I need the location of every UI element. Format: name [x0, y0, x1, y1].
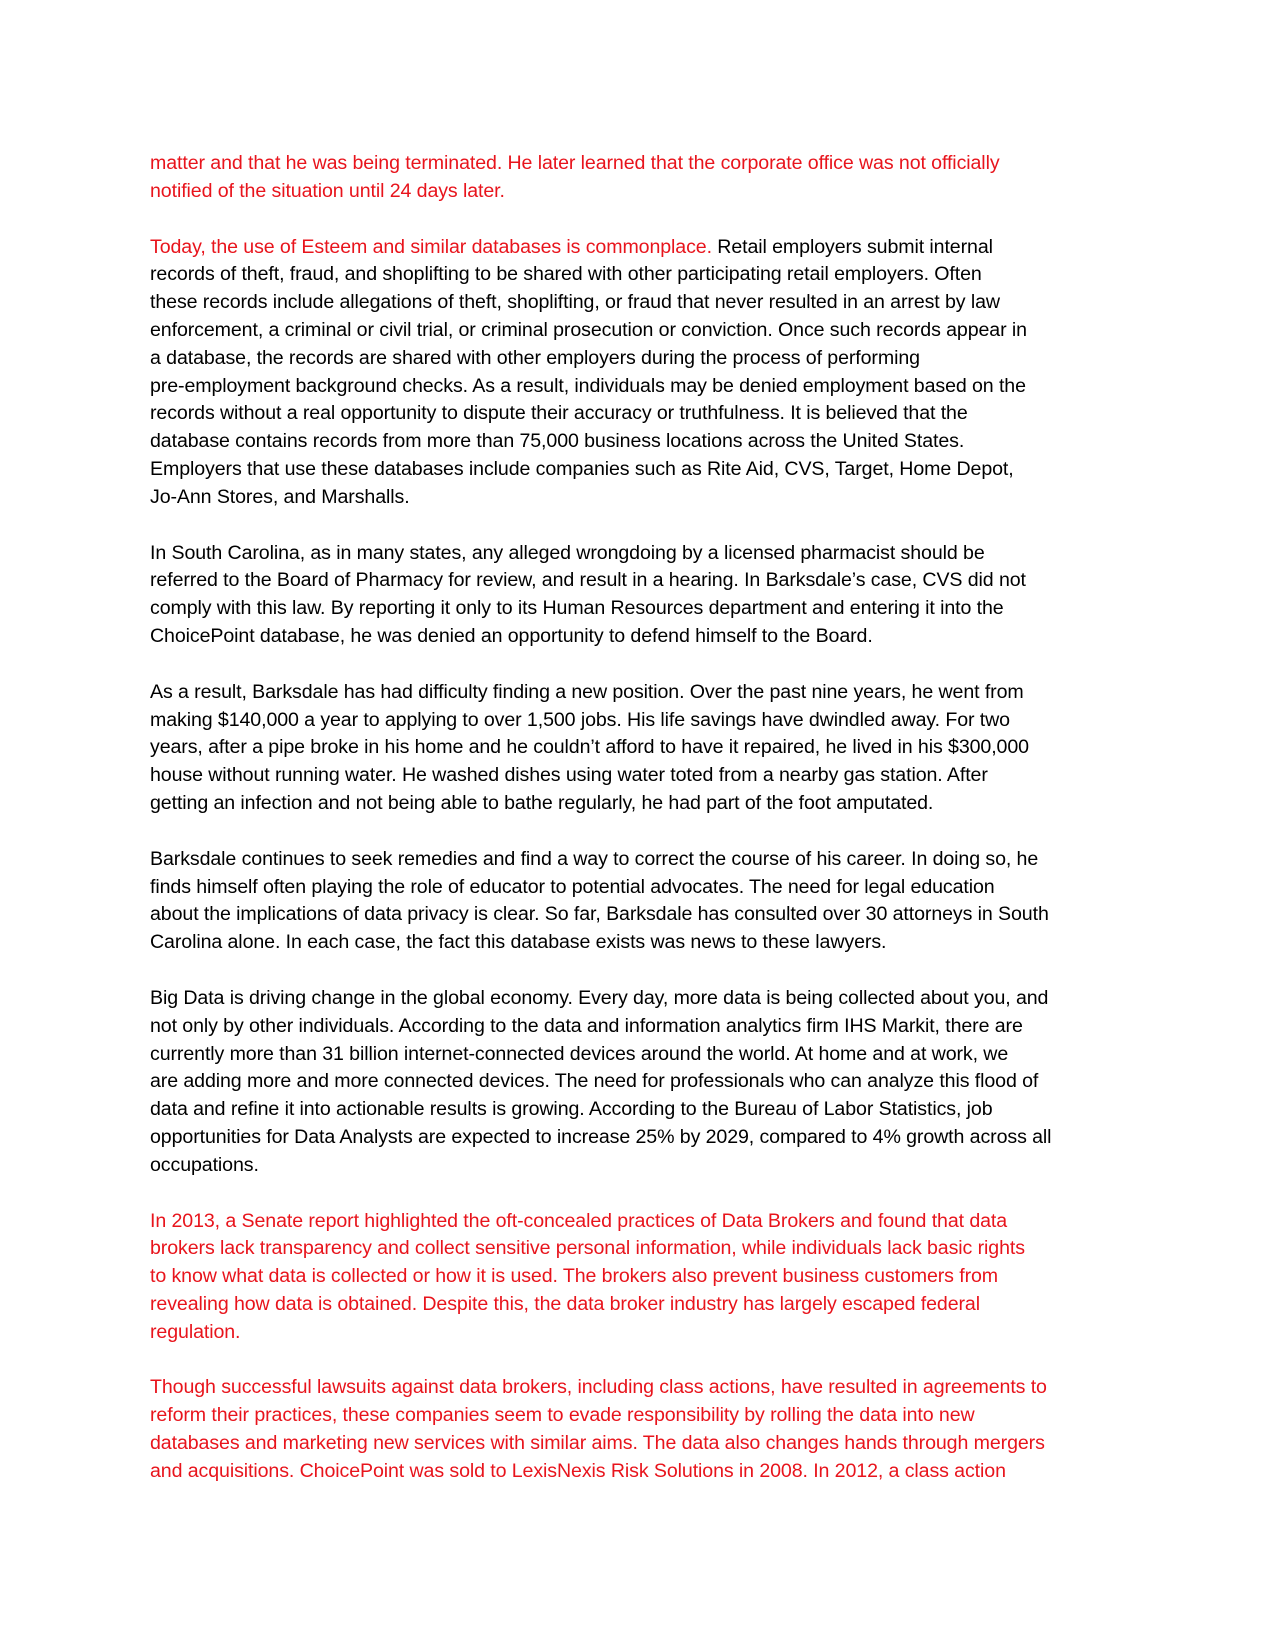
- body-text: Retail employers submit internal: [711, 235, 993, 258]
- text-line: [150, 1402, 1135, 1430]
- body-text: not only by other individuals. According to the data and information analytics firm IHS Markit, there are: [150, 1014, 1023, 1037]
- text-line: [150, 1013, 1135, 1041]
- body-text: As a result, Barksdale has had difficulty finding a new position. Over the past nine years, he went from: [150, 680, 1024, 703]
- paragraph-south-carolina: [150, 540, 1135, 651]
- text-line: [150, 1235, 1135, 1263]
- text-line: [150, 901, 1135, 929]
- body-text: Carolina alone. In each case, the fact this database exists was news to these lawyers.: [150, 931, 887, 954]
- text-line: [150, 150, 1135, 178]
- highlighted-text: Though successful lawsuits against data brokers, including class actions, have resulted in agreements to: [150, 1376, 1047, 1399]
- text-line: [150, 985, 1135, 1013]
- document-page: [150, 150, 1135, 1514]
- text-line: [150, 1124, 1135, 1152]
- text-line: [150, 1041, 1135, 1069]
- text-line: [150, 623, 1135, 651]
- text-line: [150, 1152, 1135, 1180]
- text-line: [150, 1263, 1135, 1291]
- text-line: [150, 1096, 1135, 1124]
- paragraph-remedies: [150, 846, 1135, 957]
- text-line: [150, 1430, 1135, 1458]
- body-text: database contains records from more than 75,000 business locations across the United States.: [150, 430, 965, 453]
- text-line: [150, 1208, 1135, 1236]
- body-text: ChoicePoint database, he was denied an opportunity to defend himself to the Board.: [150, 624, 873, 647]
- text-line: [150, 734, 1135, 762]
- paragraph-hardship: [150, 679, 1135, 818]
- text-line: [150, 1374, 1135, 1402]
- highlighted-text: notified of the situation until 24 days later.: [150, 179, 505, 202]
- body-text: are adding more and more connected devices. The need for professionals who can analyze this flood of: [150, 1070, 1039, 1093]
- body-text: Jo-Ann Stores, and Marshalls.: [150, 485, 410, 508]
- paragraph-esteem-databases: [150, 234, 1135, 512]
- text-line: [150, 456, 1135, 484]
- text-line: [150, 595, 1135, 623]
- text-line: [150, 289, 1135, 317]
- text-line: [150, 567, 1135, 595]
- body-text: house without running water. He washed dishes using water toted from a nearby gas station. After: [150, 764, 988, 787]
- text-line: [150, 874, 1135, 902]
- highlighted-text: brokers lack transparency and collect sensitive personal information, while individuals lack basic rights: [150, 1237, 1025, 1260]
- paragraph-big-data: [150, 985, 1135, 1180]
- body-text: these records include allegations of theft, shoplifting, or fraud that never resulted in an arrest by law: [150, 291, 1000, 314]
- body-text: currently more than 31 billion internet-connected devices around the world. At home and at work, we: [150, 1042, 1009, 1065]
- highlighted-text: reform their practices, these companies seem to evade responsibility by rolling the data into new: [150, 1404, 975, 1427]
- highlighted-text: In 2013, a Senate report highlighted the oft-concealed practices of Data Brokers and found that data: [150, 1209, 1008, 1232]
- body-text: records without a real opportunity to dispute their accuracy or truthfulness. It is believed that the: [150, 402, 968, 425]
- text-line: [150, 762, 1135, 790]
- paragraph-senate-report: [150, 1208, 1135, 1347]
- highlighted-text: regulation.: [150, 1320, 241, 1343]
- text-line: [150, 400, 1135, 428]
- text-line: [150, 261, 1135, 289]
- body-text: opportunities for Data Analysts are expected to increase 25% by 2029, compared to 4% growth across all: [150, 1125, 1052, 1148]
- text-line: [150, 1319, 1135, 1347]
- text-line: [150, 929, 1135, 957]
- highlighted-text: and acquisitions. ChoicePoint was sold to LexisNexis Risk Solutions in 2008. In 2012, a class action: [150, 1459, 1006, 1482]
- text-line: [150, 345, 1135, 373]
- paragraph-termination: [150, 150, 1135, 206]
- body-text: referred to the Board of Pharmacy for review, and result in a hearing. In Barksdale’s case, CVS did not: [150, 569, 1026, 592]
- body-text: about the implications of data privacy is clear. So far, Barksdale has consulted over 30 attorneys in South: [150, 903, 1049, 926]
- text-line: [150, 1291, 1135, 1319]
- highlighted-text: matter and that he was being terminated. He later learned that the corporate office was not officially: [150, 152, 1000, 174]
- body-text: Big Data is driving change in the global economy. Every day, more data is being collected about you, and: [150, 986, 1049, 1009]
- highlighted-text: databases and marketing new services with similar aims. The data also changes hands through mergers: [150, 1432, 1045, 1455]
- text-line: [150, 707, 1135, 735]
- body-text: Barksdale continues to seek remedies and find a way to correct the course of his career. In doing so, he: [150, 847, 1039, 870]
- body-text: pre-employment background checks. As a result, individuals may be denied employment based on the: [150, 374, 1026, 397]
- body-text: comply with this law. By reporting it only to its Human Resources department and entering it into the: [150, 597, 1004, 620]
- highlighted-text: to know what data is collected or how it is used. The brokers also prevent business customers from: [150, 1265, 999, 1288]
- body-text: In South Carolina, as in many states, any alleged wrongdoing by a licensed pharmacist should be: [150, 541, 985, 564]
- body-text: years, after a pipe broke in his home and he couldn’t afford to have it repaired, he lived in his $300,000: [150, 736, 1029, 759]
- body-text: Employers that use these databases include companies such as Rite Aid, CVS, Target, Home Depot,: [150, 457, 1014, 480]
- body-text: finds himself often playing the role of educator to potential advocates. The need for legal education: [150, 875, 995, 898]
- body-text: a database, the records are shared with other employers during the process of performing: [150, 346, 920, 369]
- text-line: [150, 846, 1135, 874]
- text-line: [150, 484, 1135, 512]
- text-line: [150, 1458, 1135, 1486]
- text-line: [150, 428, 1135, 456]
- text-line: [150, 790, 1135, 818]
- highlighted-text: Today, the use of Esteem and similar databases is commonplace.: [150, 235, 712, 258]
- body-text: getting an infection and not being able to bathe regularly, he had part of the foot amputated.: [150, 791, 934, 814]
- text-line: [150, 317, 1135, 345]
- paragraph-lawsuits: [150, 1374, 1135, 1485]
- body-text: occupations.: [150, 1153, 259, 1176]
- body-text: enforcement, a criminal or civil trial, or criminal prosecution or conviction. Once such records appear in: [150, 318, 1027, 341]
- body-text: making $140,000 a year to applying to over 1,500 jobs. His life savings have dwindled away. For two: [150, 708, 1010, 731]
- text-line: [150, 234, 1135, 262]
- body-text: records of theft, fraud, and shoplifting to be shared with other participating retail employers. Often: [150, 263, 982, 286]
- text-line: [150, 679, 1135, 707]
- text-line: [150, 373, 1135, 401]
- highlighted-text: revealing how data is obtained. Despite this, the data broker industry has largely escaped federal: [150, 1292, 980, 1315]
- text-line: [150, 540, 1135, 568]
- text-line: [150, 1068, 1135, 1096]
- body-text: data and refine it into actionable results is growing. According to the Bureau of Labor Statistics, job: [150, 1098, 993, 1121]
- text-line: [150, 178, 1135, 206]
